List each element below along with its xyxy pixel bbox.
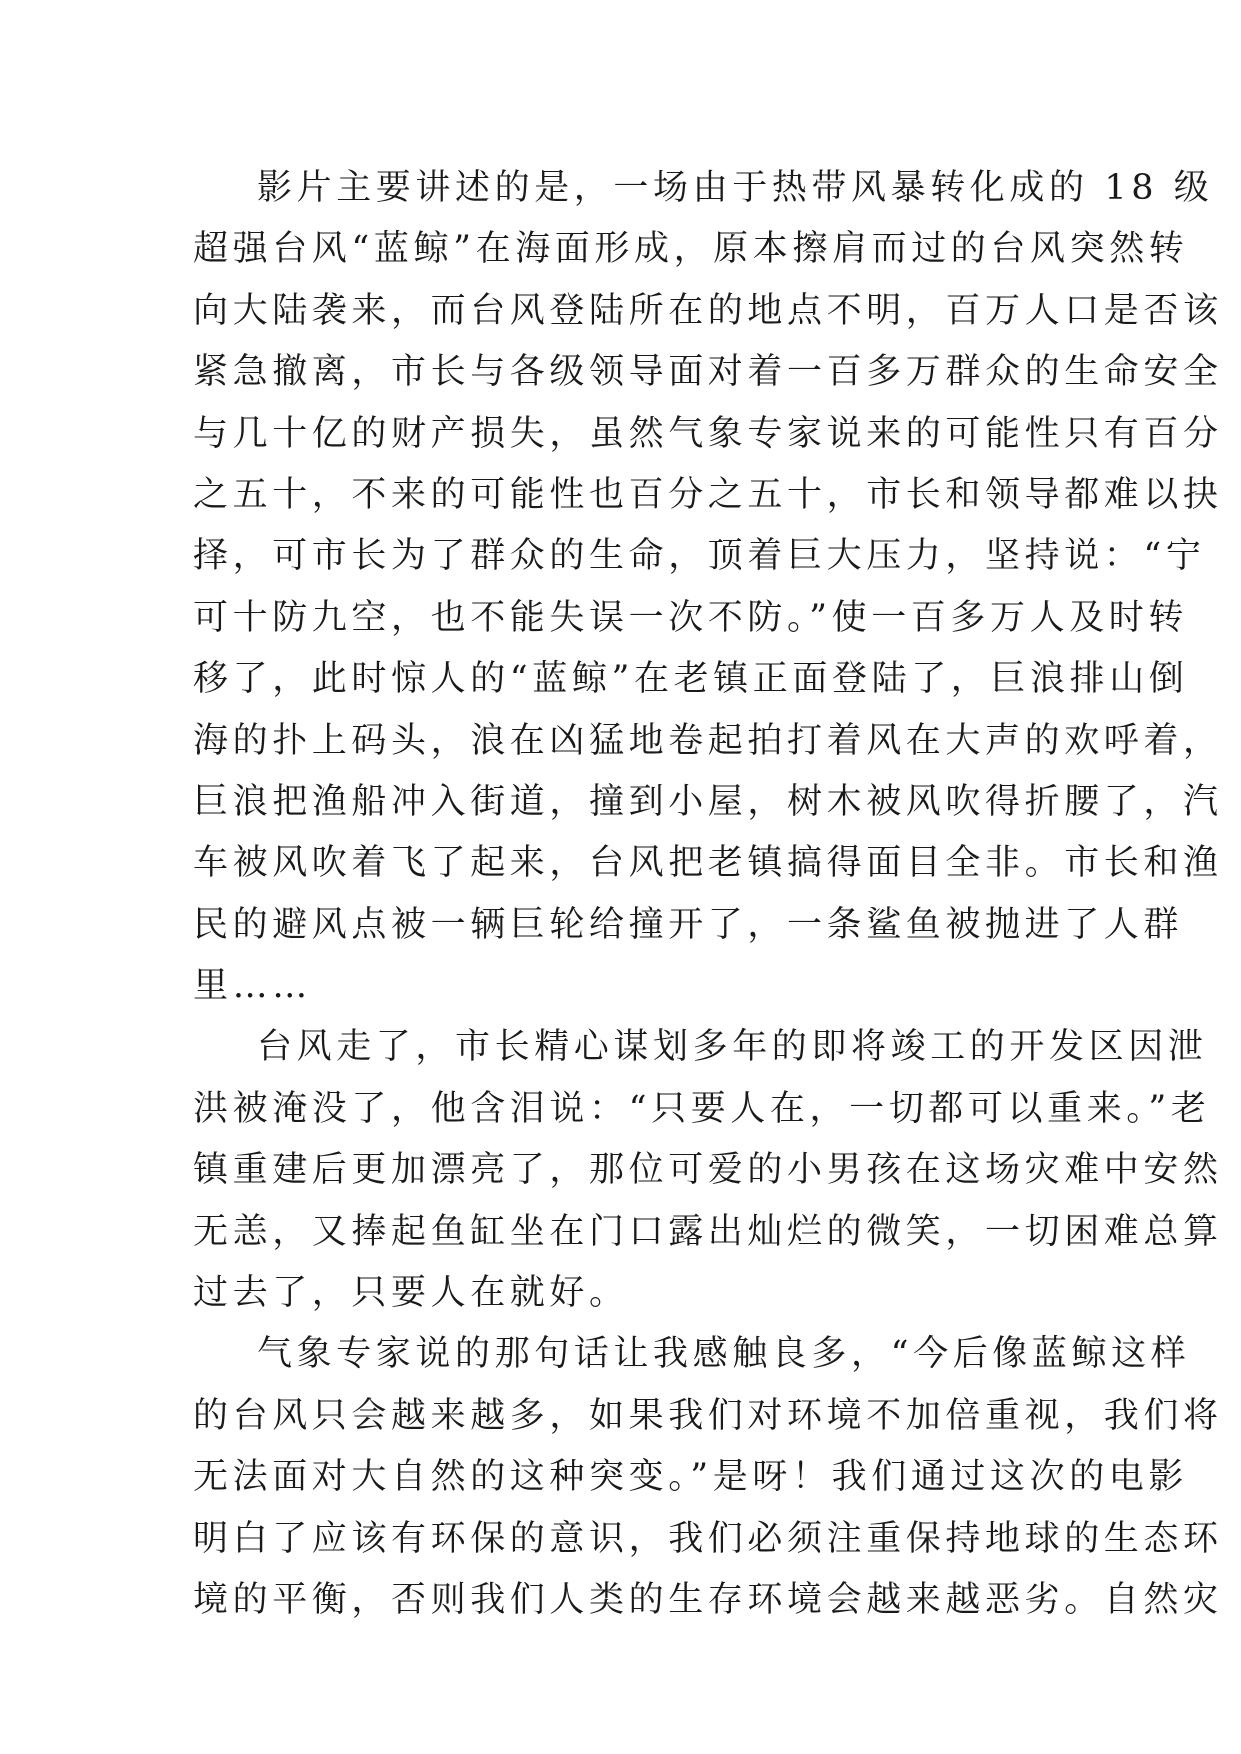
paragraph-1 (193, 158, 1223, 1017)
text-line: 里…… (193, 966, 312, 1007)
text-line: 紧急撤离，市长与各级领导面对着一百多万群众的生命安全 (193, 352, 1223, 393)
text-line: 择，可市长为了群众的生命，顶着巨大压力，坚持说：“宁 (193, 536, 1206, 577)
text-line: 巨浪把渔船冲入街道，撞到小屋，树木被风吹得折腰了，汽 (193, 781, 1223, 822)
text-line: 台风走了，市长精心谋划多年的即将竣工的开发区因泄 (257, 1027, 1208, 1068)
text-line: 海的扑上码头，浪在凶猛地卷起拍打着风在大声的欢呼着， (193, 720, 1223, 761)
text-line: 影片主要讲述的是，一场由于热带风暴转化成的 18 级 (257, 168, 1214, 208)
document-body (193, 158, 1223, 1631)
text-line: 可十防九空，也不能失误一次不防。”使一百多万人及时转 (193, 597, 1188, 638)
text-line: 向大陆袭来，而台风登陆所在的地点不明，百万人口是否该 (193, 290, 1223, 331)
text-line: 与几十亿的财产损失，虽然气象专家说来的可能性只有百分 (193, 413, 1223, 454)
text-line: 气象专家说的那句话让我感触良多，“今后像蓝鲸这样 (257, 1334, 1191, 1375)
text-line: 明白了应该有环保的意识，我们必须注重保持地球的生态环 (193, 1518, 1223, 1559)
text-line: 镇重建后更加漂亮了，那位可爱的小男孩在这场灾难中安然 (193, 1150, 1223, 1191)
text-line: 民的避风点被一辆巨轮给撞开了，一条鲨鱼被抛进了人群 (193, 904, 1184, 945)
text-line: 移了，此时惊人的“蓝鲸”在老镇正面登陆了，巨浪排山倒 (193, 659, 1189, 700)
paragraph-2 (193, 1017, 1223, 1324)
text-line: 超强台风“蓝鲸”在海面形成，原本擦肩而过的台风突然转 (193, 229, 1189, 270)
text-line: 无法面对大自然的这种突变。”是呀！我们通过这次的电影 (193, 1457, 1188, 1498)
text-line: 境的平衡，否则我们人类的生存环境会越来越恶劣。自然灾 (193, 1579, 1223, 1620)
paragraph-3 (193, 1324, 1223, 1631)
text-line: 车被风吹着飞了起来，台风把老镇搞得面目全非。市长和渔 (193, 843, 1223, 884)
text-line: 洪被淹没了，他含泪说：“只要人在，一切都可以重来。”老 (193, 1088, 1211, 1129)
text-line: 过去了，只要人在就好。 (193, 1273, 629, 1314)
text-line: 无恙，又捧起鱼缸坐在门口露出灿烂的微笑，一切困难总算 (193, 1211, 1223, 1252)
text-line: 的台风只会越来越多，如果我们对环境不加倍重视，我们将 (193, 1395, 1223, 1436)
text-line: 之五十，不来的可能性也百分之五十，市长和领导都难以抉 (193, 474, 1223, 515)
